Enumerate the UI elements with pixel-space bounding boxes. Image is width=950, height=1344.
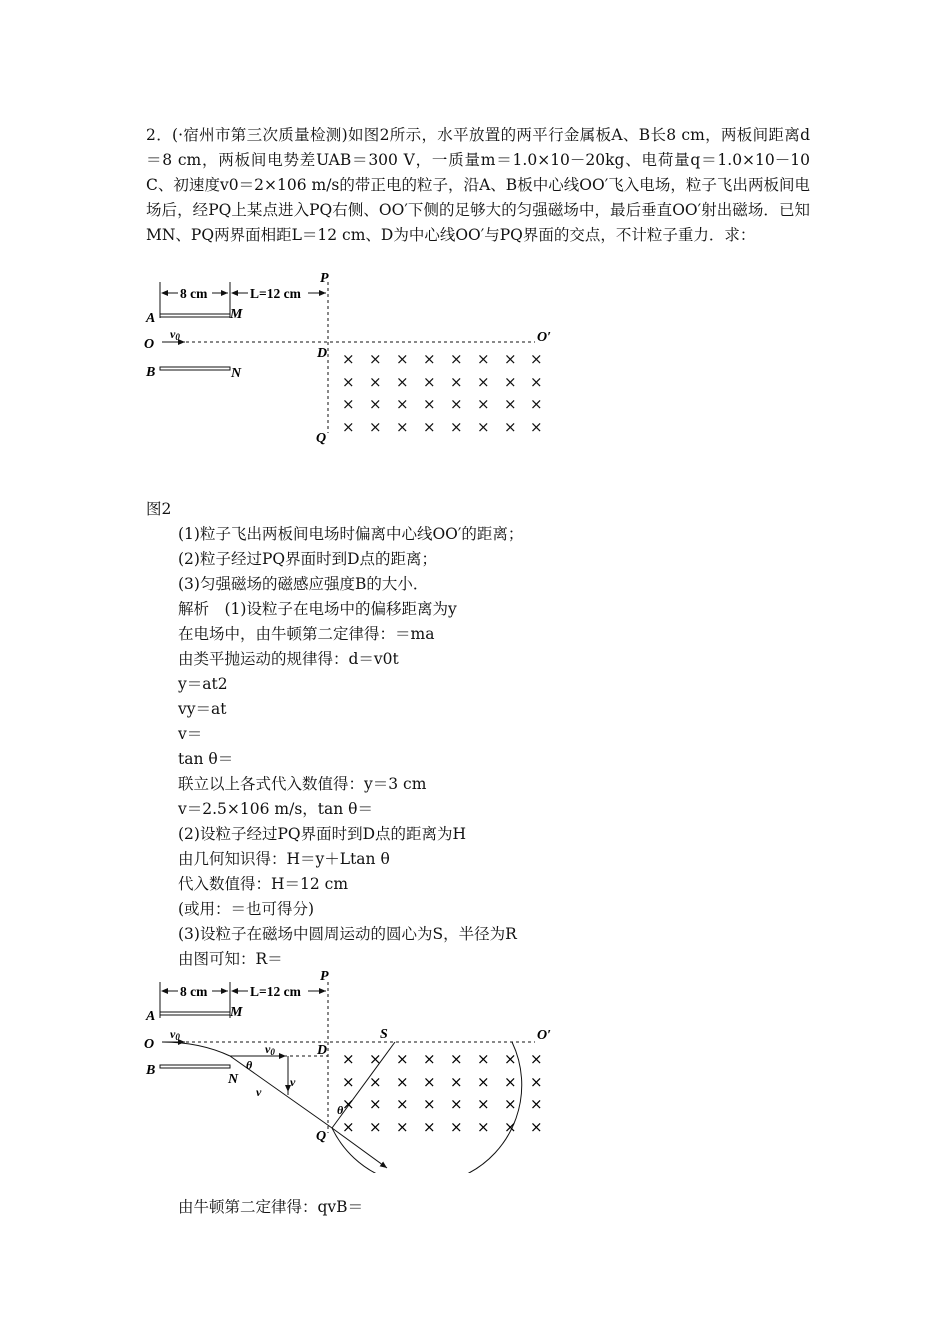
figure-caption: 图2	[146, 500, 172, 518]
solution-line: (或用：＝也可得分)	[178, 900, 315, 918]
dim-8cm-label: 8 cm	[180, 984, 208, 999]
svg-text:×: ×	[369, 1095, 382, 1113]
svg-text:×: ×	[450, 395, 463, 413]
svg-text:×: ×	[530, 350, 543, 368]
label-m: M	[230, 1005, 243, 1020]
svg-text:×: ×	[423, 373, 436, 391]
svg-text:×: ×	[396, 418, 409, 436]
svg-text:×: ×	[423, 418, 436, 436]
svg-text:×: ×	[504, 1095, 517, 1113]
svg-text:×: ×	[504, 1118, 517, 1136]
final-equation-line: 由牛顿第二定律得：qvB＝	[178, 1198, 364, 1216]
label-v0-component: v0	[265, 1042, 275, 1057]
label-p: P	[320, 969, 329, 984]
svg-text:×: ×	[450, 373, 463, 391]
svg-text:×: ×	[450, 418, 463, 436]
svg-text:×: ×	[530, 418, 543, 436]
solution-line: 在电场中，由牛顿第二定律得：＝ma	[178, 625, 435, 643]
label-v0: v0	[170, 327, 180, 342]
svg-text:×: ×	[477, 395, 490, 413]
label-theta-2: θ	[337, 1103, 344, 1117]
svg-text:×: ×	[477, 418, 490, 436]
svg-text:×: ×	[530, 395, 543, 413]
svg-text:×: ×	[504, 395, 517, 413]
svg-text:×: ×	[396, 395, 409, 413]
label-o: O	[144, 337, 155, 352]
magnetic-field-marks	[342, 350, 543, 436]
svg-text:×: ×	[396, 350, 409, 368]
svg-text:×: ×	[530, 373, 543, 391]
svg-text:×: ×	[504, 350, 517, 368]
dim-8cm-label: 8 cm	[180, 286, 208, 301]
dim-12cm-label: L=12 cm	[250, 984, 301, 999]
solution-line: tan θ＝	[178, 750, 234, 768]
label-p: P	[320, 271, 329, 286]
svg-text:×: ×	[477, 1095, 490, 1113]
label-q: Q	[316, 431, 327, 446]
problem-statement: 2．(·宿州市第三次质量检测)如图2所示，水平放置的两平行金属板A、B长8 cm，两板间距离d＝8 cm，两板间电势差UAB＝300 V，一质量m＝1.0×10－20kg、电荷量q＝1.0×10－10 C、初速度v0＝2×106 m/s的带正电的粒子，沿A、B板中心线OO′飞入电场，粒子飞出两板间电场后，经PQ上某点进入PQ右侧、OO′下侧的足够大的匀强磁场中，最后垂直OO′射出磁场．已知MN、PQ两界面相距L＝12 cm、D为中心线OO′与PQ界面的交点，不计粒子重力．求：	[146, 126, 810, 244]
label-vy: v	[290, 1075, 296, 1089]
solution-line: v＝2.5×106 m/s，tan θ＝	[178, 800, 373, 818]
figure-1	[140, 268, 570, 453]
svg-text:×: ×	[450, 1118, 463, 1136]
solution-line: 联立以上各式代入数值得：y＝3 cm	[178, 775, 427, 793]
svg-text:×: ×	[369, 350, 382, 368]
svg-text:×: ×	[530, 1073, 543, 1091]
figure-2	[140, 968, 570, 1173]
svg-text:×: ×	[423, 395, 436, 413]
svg-text:×: ×	[450, 1073, 463, 1091]
solution-line: (2)设粒子经过PQ界面时到D点的距离为H	[178, 825, 467, 843]
label-o: O	[144, 1037, 155, 1052]
label-b: B	[146, 1063, 156, 1078]
label-b: B	[146, 365, 156, 380]
svg-text:×: ×	[342, 1050, 355, 1068]
svg-text:×: ×	[396, 1095, 409, 1113]
svg-text:×: ×	[396, 373, 409, 391]
question-3: (3)匀强磁场的磁感应强度B的大小．	[178, 575, 429, 593]
label-a: A	[146, 311, 156, 326]
solution-line: (3)设粒子在磁场中圆周运动的圆心为S，半径为R	[178, 925, 517, 943]
svg-text:×: ×	[369, 373, 382, 391]
question-2: (2)粒子经过PQ界面时到D点的距离；	[178, 550, 438, 568]
label-o-prime: O′	[537, 330, 552, 345]
solution-line: 由图可知：R＝	[178, 950, 283, 968]
svg-text:×: ×	[342, 418, 355, 436]
label-s: S	[380, 1027, 388, 1042]
svg-text:×: ×	[423, 1050, 436, 1068]
svg-text:×: ×	[342, 350, 355, 368]
magnetic-field-marks	[342, 1050, 543, 1136]
label-n: N	[231, 366, 242, 381]
svg-text:×: ×	[423, 350, 436, 368]
svg-text:×: ×	[477, 1118, 490, 1136]
label-m: M	[230, 307, 243, 322]
label-theta-1: θ	[246, 1058, 253, 1072]
svg-text:×: ×	[396, 1073, 409, 1091]
label-v: v	[256, 1085, 262, 1099]
svg-text:×: ×	[369, 1118, 382, 1136]
svg-text:×: ×	[530, 1050, 543, 1068]
question-1: (1)粒子飞出两板间电场时偏离中心线OO′的距离；	[178, 525, 524, 543]
svg-text:×: ×	[423, 1095, 436, 1113]
solution-line: y＝at2	[178, 675, 228, 693]
svg-text:×: ×	[369, 418, 382, 436]
solution-line: 由类平抛运动的规律得：d＝v0t	[178, 650, 399, 668]
svg-text:×: ×	[504, 1050, 517, 1068]
svg-text:×: ×	[504, 418, 517, 436]
svg-text:×: ×	[423, 1073, 436, 1091]
solution-line: vy＝at	[178, 700, 227, 718]
svg-text:×: ×	[342, 373, 355, 391]
svg-text:×: ×	[396, 1118, 409, 1136]
label-a: A	[146, 1009, 156, 1024]
label-n: N	[228, 1072, 239, 1087]
svg-text:×: ×	[530, 1095, 543, 1113]
svg-text:×: ×	[369, 1050, 382, 1068]
svg-text:×: ×	[477, 1050, 490, 1068]
svg-text:×: ×	[369, 395, 382, 413]
svg-text:×: ×	[530, 1118, 543, 1136]
svg-text:×: ×	[423, 1118, 436, 1136]
dim-12cm-label: L=12 cm	[250, 286, 301, 301]
solution-line: v＝	[178, 725, 203, 743]
label-d: D	[317, 1043, 328, 1058]
svg-text:×: ×	[477, 373, 490, 391]
solution-line: 代入数值得：H＝12 cm	[178, 875, 349, 893]
svg-text:×: ×	[504, 1073, 517, 1091]
svg-text:×: ×	[342, 1073, 355, 1091]
label-o-prime: O′	[537, 1028, 552, 1043]
svg-text:×: ×	[342, 395, 355, 413]
svg-text:×: ×	[450, 350, 463, 368]
svg-text:×: ×	[396, 1050, 409, 1068]
svg-text:×: ×	[342, 1118, 355, 1136]
svg-text:×: ×	[504, 373, 517, 391]
svg-text:×: ×	[369, 1073, 382, 1091]
svg-text:×: ×	[477, 350, 490, 368]
label-d: D	[317, 346, 328, 361]
svg-text:×: ×	[450, 1095, 463, 1113]
solution-line: 由几何知识得：H＝y＋Ltan θ	[178, 850, 390, 868]
solution-line: 解析 (1)设粒子在电场中的偏移距离为y	[178, 600, 457, 618]
svg-text:×: ×	[477, 1073, 490, 1091]
label-v0: v0	[170, 1027, 180, 1042]
svg-text:×: ×	[450, 1050, 463, 1068]
svg-text:×: ×	[342, 1095, 355, 1113]
label-q: Q	[316, 1129, 327, 1144]
